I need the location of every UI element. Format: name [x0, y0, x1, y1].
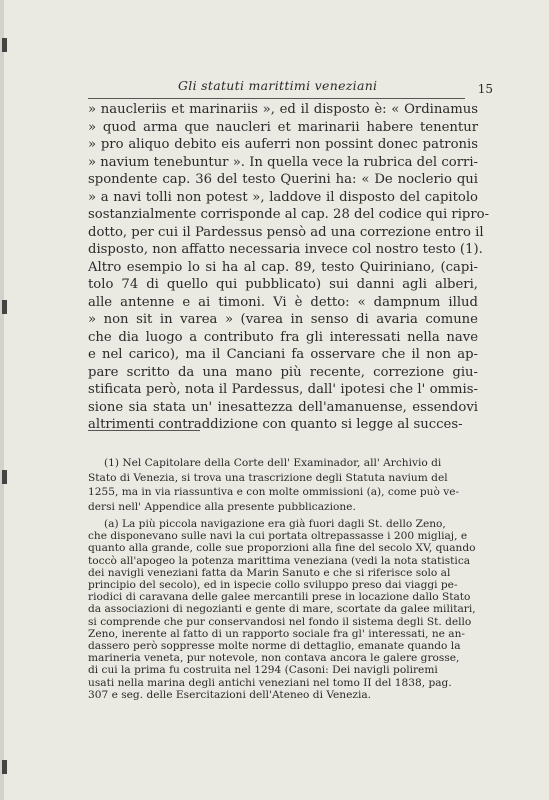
text-line: (a) La più piccola navigazione era già fuori dagli St. dello Zeno, [104, 518, 446, 530]
binding-mark [2, 38, 7, 52]
binding-mark [2, 300, 7, 314]
text-line: Stato di Venezia, si trova una trascrizione degli Statuta navium del [88, 471, 448, 484]
text-line: toccò all'apogeo la potenza marittima veneziana (vedi la nota statistica [88, 554, 471, 567]
main-text [88, 101, 490, 434]
text-line: dassero però soppresse molte norme di dettaglio, emanate quando la [88, 640, 461, 653]
text-line: stificata però, nota il Pardessus, dall' ipotesi che l' ommis- [88, 382, 478, 397]
text-line: disposto, non affatto necessaria invece col nostro testo (1). [88, 242, 483, 257]
text-line: » pro aliquo debito eis auferri non possint donec patronis [88, 137, 478, 152]
text-line: » quod arma que naucleri et marinarii habere tenentur [88, 119, 478, 135]
page-spine-edge [0, 0, 4, 800]
text-line: Altro esempio lo si ha al cap. 89, testo Quiriniano, (capi- [88, 259, 478, 275]
text-line: spondente cap. 36 del testo Querini ha: « De noclerio qui [88, 172, 478, 187]
text-line: alle antenne e ai timoni. Vi è detto: « dampnum illud [88, 294, 478, 310]
text-line: (1) Nel Capitolare della Corte dell' Examinador, all' Archivio di [104, 457, 442, 469]
text-line: e nel carico), ma il Canciani fa osservare che il non ap- [88, 347, 478, 362]
page-number: 15 [477, 82, 493, 96]
text-line: di cui la prima fu costruita nel 1294 (Casoni: Dei navigli poliremi [88, 664, 438, 677]
text-line: pare scritto da una mano più recente, correzione giu- [88, 364, 478, 380]
text-line: marineria veneta, pur notevole, non contava ancora le galere grosse, [88, 652, 460, 665]
footnote-a [88, 518, 476, 701]
text-line: » naucleriis et marinariis », ed il disposto è: « Ordinamus [88, 102, 478, 117]
text-line: 307 e seg. delle Esercitazioni dell'Ateneo di Venezia. [88, 688, 372, 701]
text-line: che dia luogo a contributo fra gli interessati nella nave [88, 329, 478, 345]
text-line: sione sia stata un' inesattezza dell'amanuense, essendovi [88, 399, 478, 415]
text-line: dersi nell' Appendice alla presente pubblicazione. [88, 500, 356, 513]
text-line: che disponevano sulle navi la cui portata oltrepassasse i 200 migliaj, e [88, 530, 468, 543]
text-line: » a navi tolli non potest », laddove il disposto del capitolo [88, 189, 478, 205]
running-title: Gli statuti marittimi veneziani [178, 78, 378, 93]
text-line: si comprende che pur conservandosi nel fondo il sistema degli St. dello [88, 615, 472, 628]
binding-mark [2, 470, 7, 484]
text-line: da associazioni di negozianti e gente di mare, scortate da galee militari, [88, 603, 476, 616]
text-line: » navium tenebuntur ». In quella vece la rubrica del corri- [88, 154, 478, 170]
footnote-1 [88, 456, 460, 514]
text-line: » non sit in varea » (varea in senso di avaria comune [88, 312, 478, 327]
text-line: quanto alla grande, colle sue proporzioni alla fine del secolo XV, quando [88, 542, 476, 555]
header-rule [88, 98, 465, 99]
text-line: 1255, ma in via riassuntiva e con molte ommissioni (a), come può ve- [88, 486, 460, 498]
text-line: usati nella marina degli antichi veneziani nel tomo II del 1838, pag. [88, 676, 452, 689]
text-line: altrimenti contraddizione con quanto si legge al succes- [88, 417, 463, 432]
text-line: riodici di caravana delle galee mercantili prese in locazione dallo Stato [88, 591, 471, 604]
text-line: tolo 74 di quello qui pubblicato) sui danni agli alberi, [88, 277, 478, 292]
running-header [88, 78, 493, 100]
binding-mark [2, 760, 7, 774]
text-line: Zeno, inerente al fatto di un rapporto sociale fra gl' interessati, ne an- [88, 627, 466, 640]
footnote-separator [88, 430, 200, 431]
text-line: sostanzialmente corrisponde al cap. 28 del codice qui ripro- [88, 207, 490, 222]
text-line: dotto, per cui il Pardessus pensò ad una correzione entro il [88, 224, 484, 240]
text-line: principio del secolo), ed in ispecie collo sviluppo preso dai viaggi pe- [88, 579, 458, 592]
text-line: dei navigli veneziani fatta da Marin Sanuto e che si riferisce solo al [88, 566, 451, 579]
